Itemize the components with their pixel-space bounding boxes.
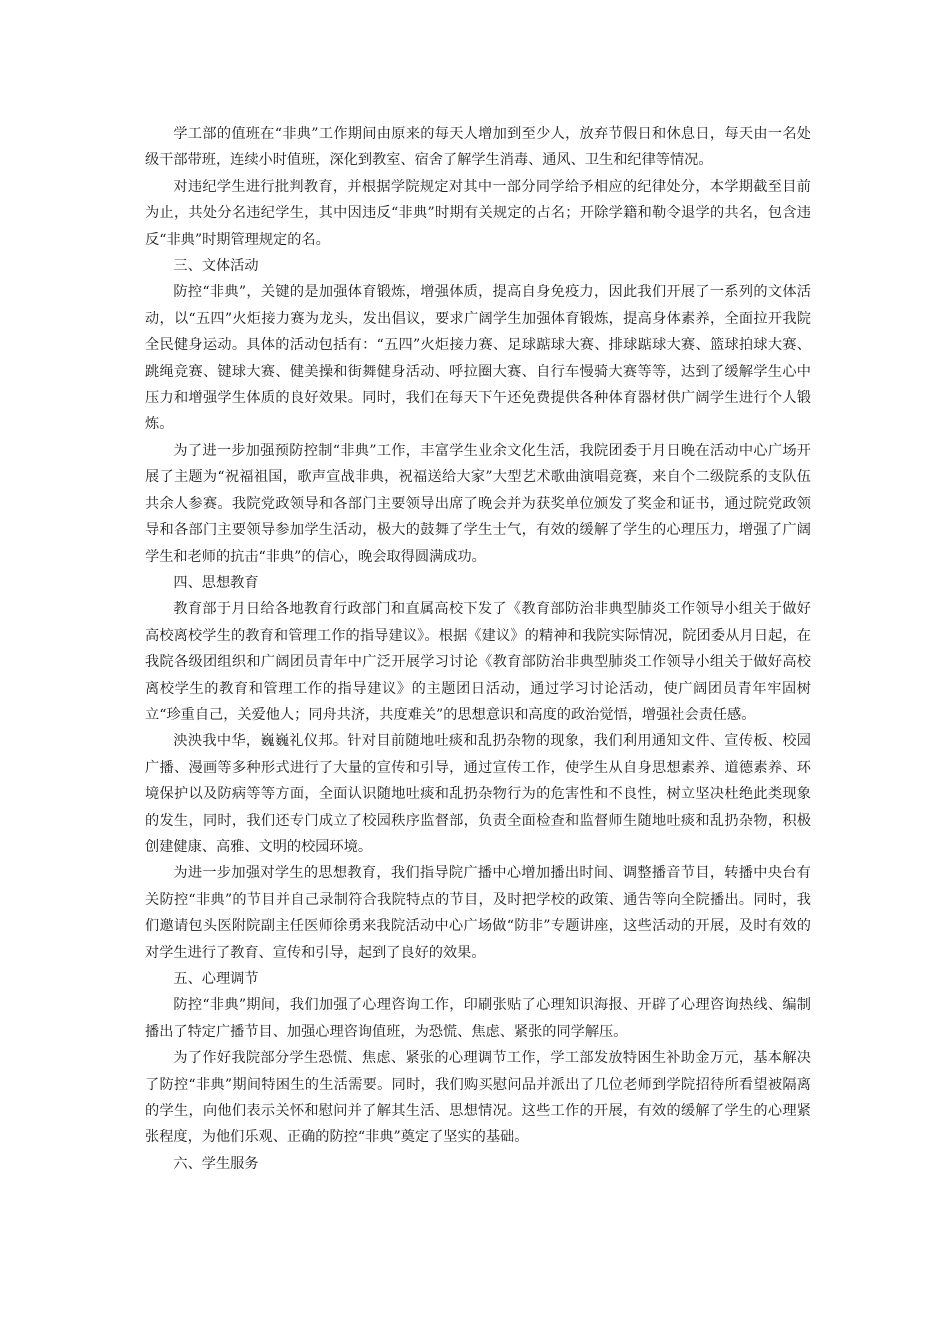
paragraph: 对违纪学生进行批判教育，并根据学院规定对其中一部分同学给予相应的纪律处分，本学期截至目前为止，共处分名违纪学生，其中因违反“非典”时期有关规定的占名；开除学籍和勒令退学的共名，包含违反“非典”时期管理规定的名。 [145,178,811,248]
paragraph: 泱泱我中华，巍巍礼仪邦。针对目前随地吐痰和乱扔杂物的现象，我们利用通知文件、宣传板、校园广播、漫画等多种形式进行了大量的宣传和引导，通过宣传工作，使学生从自身思想素养、道德素养、环境保护以及防病等等方面，全面认识随地吐痰和乱扔杂物行为的危害性和不良性，树立坚决杜绝此类现象的发生，同时，我们还专门成立了校园秩序监督部，负责全面检查和监督师生随地吐痰和乱扔杂物，积极创建健康、高雅、文明的校园环境。 [145,733,811,855]
section-heading: 三、文体活动 [173,258,259,275]
paragraph: 防控“非典”，关键的是加强体育锻炼，增强体质，提高自身免疫力，因此我们开展了一系列的文体活动，以“五四”火炬接力赛为龙头，发出倡议，要求广阔学生加强体育锻炼，提高身体素养，全面拉开我院全民健身运动。具体的活动包括有：“五四”火炬接力赛、足球踮球大赛、排球踮球大赛、篮球拍球大赛、跳绳竞赛、键球大赛、健美操和街舞健身活动、呼拉圈大赛、自行车慢骑大赛等等，达到了缓解学生心中压力和增强学生体质的良好效果。同时，我们在每天下午还免费提供各种体育器材供广阔学生进行个人锻炼。 [145,284,811,433]
paragraph: 教育部于月日给各地教育行政部门和直属高校下发了《教育部防治非典型肺炎工作领导小组关于做好高校离校学生的教育和管理工作的指导建议》。根据《建议》的精神和我院实际情况，院团委从月日起，在我院各级团组织和广阔团员青年中广泛开展学习讨论《教育部防治非典型肺炎工作领导小组关于做好高校离校学生的教育和管理工作的指导建议》的主题团日活动，通过学习讨论活动，使广阔团员青年牢固树立“珍重自己，关爱他人；同舟共济，共度难关”的思想意识和高度的政治觉悟，增强社会责任感。 [145,601,811,723]
document-body [145,121,811,1177]
paragraph: 学工部的值班在“非典”工作期间由原来的每天人增加到至少人，放弃节假日和休息日，每天由一名处级干部带班，连续小时值班，深化到教室、宿舍了解学生消毒、通风、卫生和纪律等情况。 [145,126,811,169]
paragraph: 为了作好我院部分学生恐慌、焦虑、紧张的心理调节工作，学工部发放特困生补助金万元，基本解决了防控“非典”期间特困生的生活需要。同时，我们购买慰问品并派出了几位老师到学院招待所看望被隔离的学生，向他们表示关怀和慰问并了解其生活、思想情况。这些工作的开展，有效的缓解了学生的心理紧张程度，为他们乐观、正确的防控“非典”奠定了坚实的基础。 [145,1050,811,1146]
paragraph: 防控“非典”期间，我们加强了心理咨询工作，印刷张贴了心理知识海报、开辟了心理咨询热线、编制播出了特定广播节目、加强心理咨询值班，为恐慌、焦虑、紧张的同学解压。 [145,997,811,1040]
section-heading: 四、思想教育 [173,574,259,591]
section-heading: 五、心理调节 [173,971,259,987]
paragraph: 为了进一步加强预防控制“非典”工作，丰富学生业余文化生活，我院团委于月日晚在活动中心广场开展了主题为“祝福祖国，歌声宣战非典，祝福送给大家”大型艺术歌曲演唱竞赛，来自个二级院系的支队伍共余人参赛。我院党政领导和各部门主要领导出席了晚会并为获奖单位颁发了奖金和证书，通过院党政领导和各部门主要领导参加学生活动，极大的鼓舞了学生士气，有效的缓解了学生的心理压力，增强了广阔学生和老师的抗击“非典”的信心，晚会取得圆满成功。 [145,442,811,565]
paragraph: 为进一步加强对学生的思想教育，我们指导院广播中心增加播出时间、调整播音节目，转播中央台有关防控“非典”的节目并自己录制符合我院特点的节目，及时把学校的政策、通告等向全院播出。同时，我们邀请包头医附院副主任医师徐勇来我院活动中心广场做“防非”专题讲座，这些活动的开展，及时有效的对学生进行了教育、宣传和引导，起到了良好的效果。 [145,865,811,961]
section-heading: 六、学生服务 [173,1155,259,1172]
